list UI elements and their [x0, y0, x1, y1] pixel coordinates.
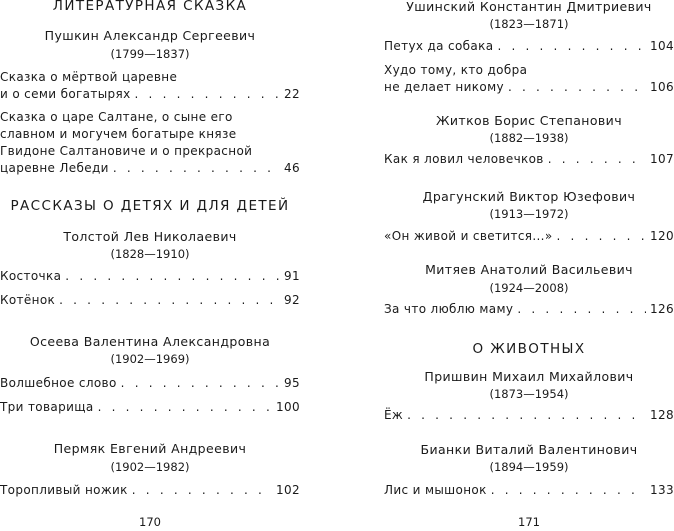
author-years: (1882—1938) — [489, 131, 569, 145]
toc-entry[interactable] — [384, 482, 674, 499]
section-title: ЛИТЕРАТУРНАЯ СКАЗКА — [52, 0, 248, 14]
entry-title: «Он живой и светится...» — [384, 229, 553, 243]
author-name: Драгунский Виктор Юзефович — [422, 189, 636, 204]
toc-entry[interactable] — [0, 109, 300, 177]
entry-page-number: 95 — [284, 376, 300, 390]
author-years: (1799—1837) — [110, 47, 190, 61]
entry-title: не делает никому — [384, 80, 504, 94]
toc-entry[interactable] — [0, 375, 300, 392]
entry-title: Косточка — [0, 269, 62, 283]
toc-entry[interactable] — [384, 228, 674, 245]
entry-title: царевне Лебеди — [0, 161, 109, 175]
toc-entry[interactable] — [384, 407, 674, 424]
entry-page-number: 106 — [650, 80, 674, 94]
page-number: 170 — [139, 515, 161, 529]
dot-leader — [117, 375, 280, 392]
right-page — [384, 0, 674, 531]
entry-last-line — [384, 301, 674, 318]
entry-last-line — [0, 160, 300, 177]
toc-entry[interactable] — [0, 292, 300, 309]
dot-leader — [553, 228, 647, 245]
entry-title-line: Сказка о царе Салтане, о сыне его — [0, 110, 233, 124]
author-name: Житков Борис Степанович — [436, 113, 622, 128]
author-name: Пермяк Евгений Андреевич — [53, 441, 247, 456]
entry-last-line — [384, 407, 674, 424]
toc-entry[interactable] — [0, 482, 300, 499]
section-title: О ЖИВОТНЫХ — [472, 341, 586, 357]
dot-leader — [128, 482, 272, 499]
entry-last-line — [0, 482, 300, 499]
entry-page-number: 92 — [284, 293, 300, 307]
page-number: 171 — [518, 515, 540, 529]
author-name: Бианки Виталий Валентинович — [420, 442, 638, 457]
entry-page-number: 91 — [284, 269, 300, 283]
entry-page-number: 22 — [284, 87, 300, 101]
dot-leader — [504, 79, 646, 96]
entry-title-line: Худо тому, кто добра — [384, 63, 528, 77]
toc-entry[interactable] — [384, 151, 674, 168]
author-years: (1823—1871) — [489, 17, 569, 31]
author-years: (1924—2008) — [489, 281, 569, 295]
dot-leader — [513, 301, 646, 318]
toc-entry[interactable] — [384, 38, 674, 55]
entry-title: Петух да собака — [384, 39, 494, 53]
toc-entry[interactable] — [384, 301, 674, 318]
entry-last-line — [384, 79, 674, 96]
dot-leader — [487, 482, 646, 499]
entry-last-line — [0, 86, 300, 103]
entry-last-line — [384, 482, 674, 499]
entry-last-line — [384, 38, 674, 55]
author-years: (1902—1982) — [110, 460, 190, 474]
entry-page-number: 46 — [284, 161, 300, 175]
entry-last-line — [384, 228, 674, 245]
entry-page-number: 126 — [650, 302, 674, 316]
author-years: (1828—1910) — [110, 247, 190, 261]
dot-leader — [131, 86, 280, 103]
author-name: Пришвин Михаил Михайлович — [424, 369, 634, 384]
author-name: Ушинский Константин Дмитриевич — [406, 0, 652, 14]
dot-leader — [61, 268, 280, 285]
entry-last-line — [0, 399, 300, 416]
toc-entry[interactable] — [0, 69, 300, 103]
entry-title: Лис и мышонок — [384, 483, 487, 497]
entry-title-line: Гвидоне Салтановиче и о прекрасной — [0, 144, 253, 158]
entry-title: Торопливый ножик — [0, 483, 128, 497]
author-name: Пушкин Александр Сергеевич — [44, 28, 256, 43]
entry-title: Ёж — [384, 408, 404, 422]
author-years: (1894—1959) — [489, 460, 569, 474]
entry-page-number: 100 — [276, 400, 300, 414]
dot-leader — [109, 160, 280, 177]
entry-title: Волшебное слово — [0, 376, 117, 390]
author-years: (1873—1954) — [489, 387, 569, 401]
author-name: Митяев Анатолий Васильевич — [425, 262, 633, 277]
author-name: Толстой Лев Николаевич — [63, 229, 237, 244]
entry-page-number: 102 — [276, 483, 300, 497]
entry-last-line — [0, 268, 300, 285]
dot-leader — [544, 151, 646, 168]
entry-title: За что люблю маму — [384, 302, 514, 316]
left-page — [0, 0, 300, 531]
toc-entry[interactable] — [0, 399, 300, 416]
entry-page-number: 104 — [650, 39, 674, 53]
entry-title-line: Сказка о мёртвой царевне — [0, 70, 178, 84]
entry-title-line: славном и могучем богатыре князе — [0, 127, 237, 141]
entry-title: Три товарища — [0, 400, 94, 414]
entry-last-line — [384, 151, 674, 168]
author-years: (1902—1969) — [110, 352, 190, 366]
entry-title: Как я ловил человечков — [384, 152, 544, 166]
toc-entry[interactable] — [384, 62, 674, 96]
dot-leader — [94, 399, 272, 416]
author-years: (1913—1972) — [489, 207, 569, 221]
entry-title: Котёнок — [0, 293, 56, 307]
author-name: Осеева Валентина Александровна — [29, 334, 271, 349]
entry-page-number: 120 — [650, 229, 674, 243]
entry-page-number: 128 — [650, 408, 674, 422]
section-title: РАССКАЗЫ О ДЕТЯХ И ДЛЯ ДЕТЕЙ — [10, 198, 290, 214]
entry-last-line — [0, 292, 300, 309]
entry-title: и о семи богатырях — [0, 87, 131, 101]
entry-last-line — [0, 375, 300, 392]
toc-entry[interactable] — [0, 268, 300, 285]
entry-page-number: 107 — [650, 152, 674, 166]
entry-page-number: 133 — [650, 483, 674, 497]
dot-leader — [493, 38, 646, 55]
dot-leader — [55, 292, 280, 309]
dot-leader — [403, 407, 646, 424]
